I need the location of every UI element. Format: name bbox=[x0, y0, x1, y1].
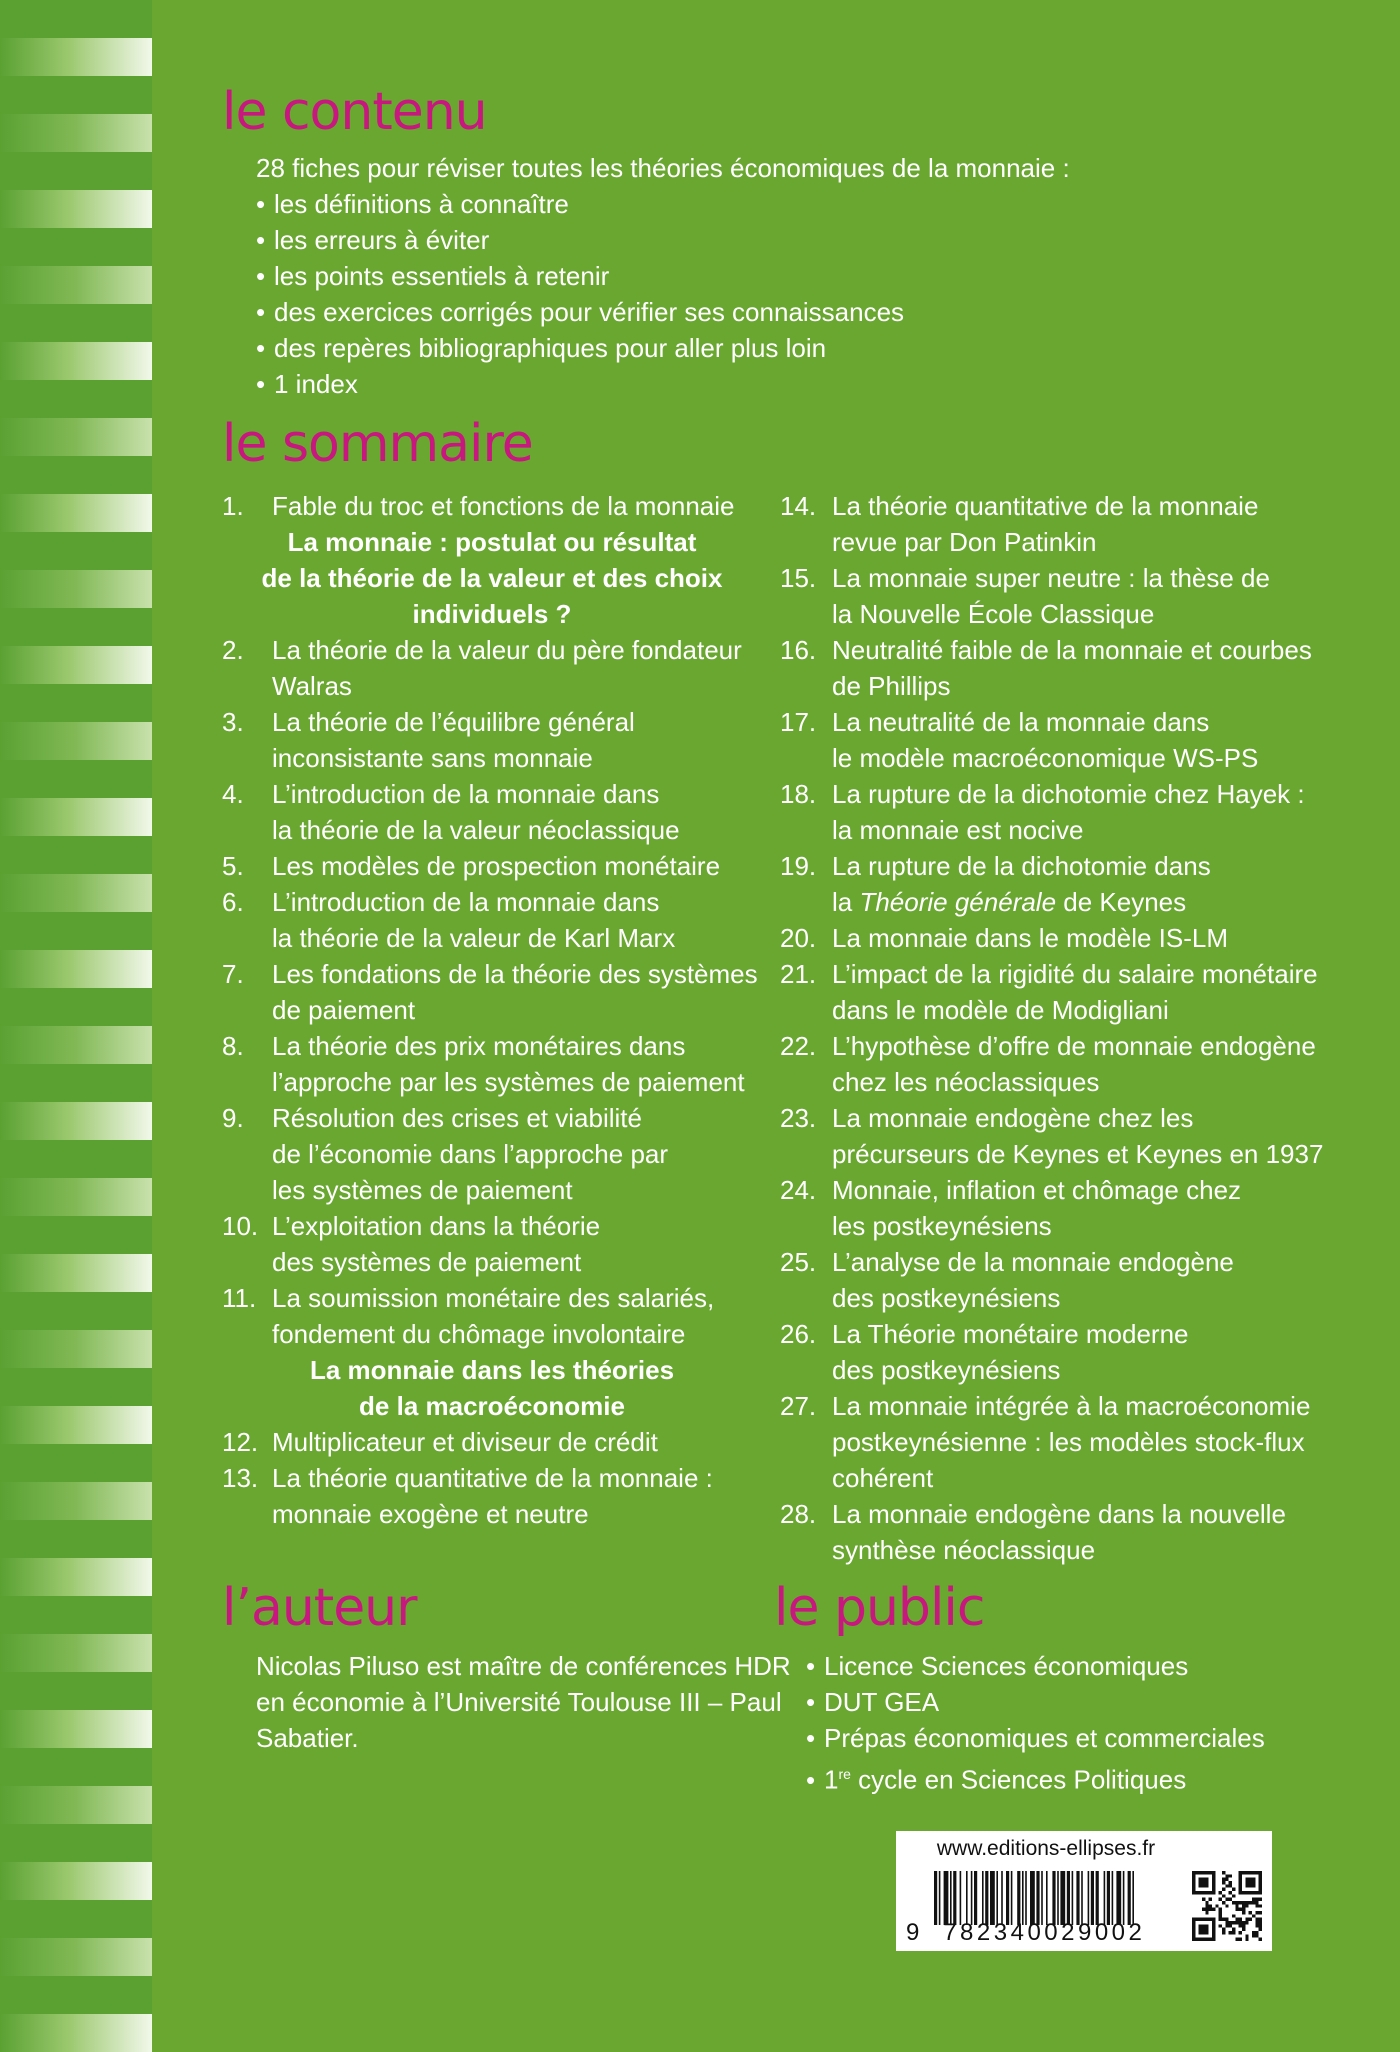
toc-item-line: Résolution des crises et viabilité bbox=[272, 1103, 642, 1133]
toc-item-line: de l’économie dans l’approche par bbox=[272, 1139, 669, 1169]
toc-item-line: L’exploitation dans la théorie bbox=[272, 1211, 601, 1241]
toc-item-line: La théorie de la valeur du père fondateur bbox=[272, 635, 742, 665]
toc-item: 25. L’analyse de la monnaie endogène des postkeynésiens bbox=[780, 1244, 1340, 1316]
public-item: • DUT GEA bbox=[806, 1687, 940, 1717]
stripe-band bbox=[0, 1558, 152, 1596]
public-item: • Licence Sciences économiques bbox=[806, 1651, 1189, 1681]
toc-item-line: la théorie de la valeur de Karl Marx bbox=[272, 923, 676, 953]
auteur-text bbox=[256, 1648, 791, 1756]
stripe-band bbox=[0, 722, 152, 760]
toc-left bbox=[222, 488, 762, 1532]
toc-item-line: La monnaie endogène dans la nouvelle bbox=[832, 1499, 1286, 1529]
stripe-band bbox=[0, 570, 152, 608]
toc-item: 14. La théorie quantitative de la monnaie revue par Don Patinkin bbox=[780, 488, 1340, 560]
toc-item: 8. La théorie des prix monétaires dans l’approche par les systèmes de paiement bbox=[222, 1028, 762, 1100]
toc-item: 15. La monnaie super neutre : la thèse de la Nouvelle École Classique bbox=[780, 560, 1340, 632]
toc-item-line: La théorie quantitative de la monnaie bbox=[832, 491, 1259, 521]
stripe-band bbox=[0, 798, 152, 836]
stripe-band bbox=[0, 1026, 152, 1064]
toc-item: 17. La neutralité de la monnaie dans le modèle macroéconomique WS-PS bbox=[780, 704, 1340, 776]
toc-item-line: La neutralité de la monnaie dans bbox=[832, 707, 1210, 737]
toc-item-line: La monnaie intégrée à la macroéconomie bbox=[832, 1391, 1311, 1421]
toc-item-line: Fable du troc et fonctions de la monnaie bbox=[272, 491, 735, 521]
toc-item-line: monnaie exogène et neutre bbox=[272, 1499, 589, 1529]
heading-auteur: l’auteur bbox=[222, 1578, 417, 1638]
toc-item-line: La théorie des prix monétaires dans bbox=[272, 1031, 686, 1061]
toc-item-line: de paiement bbox=[272, 995, 416, 1025]
toc-section-title: La monnaie dans les théories de la macroéconomie bbox=[309, 1355, 675, 1421]
contenu-item: • les erreurs à éviter bbox=[256, 225, 490, 255]
contenu-item: • les points essentiels à retenir bbox=[256, 261, 610, 291]
qr-code-icon bbox=[1192, 1871, 1262, 1941]
stripe-band bbox=[0, 1634, 152, 1672]
toc-item-line: La monnaie endogène chez les bbox=[832, 1103, 1194, 1133]
toc-item-line: Les modèles de prospection monétaire bbox=[272, 851, 721, 881]
toc-item: 18. La rupture de la dichotomie chez Hayek : la monnaie est nocive bbox=[780, 776, 1340, 848]
toc-item-line: la Théorie générale de Keynes bbox=[832, 887, 1187, 917]
stripe-band bbox=[0, 1710, 152, 1748]
toc-item-line: L’introduction de la monnaie dans bbox=[272, 887, 660, 917]
stripe-band bbox=[0, 1330, 152, 1368]
public-list bbox=[806, 1648, 1265, 1798]
stripe-band bbox=[0, 1862, 152, 1900]
stripe-band bbox=[0, 2014, 152, 2052]
barcode-icon bbox=[934, 1871, 1180, 1925]
auteur-line: en économie à l’Université Toulouse III – Paul bbox=[256, 1687, 782, 1717]
toc-item: 2. La théorie de la valeur du père fondateur Walras bbox=[222, 632, 762, 704]
isbn-digits: 9 782340029002 bbox=[906, 1919, 1146, 1946]
contenu-item: • les définitions à connaître bbox=[256, 189, 569, 219]
toc-item-line: dans le modèle de Modigliani bbox=[832, 995, 1169, 1025]
stripe-band bbox=[0, 1102, 152, 1140]
toc-item-line: Monnaie, inflation et chômage chez bbox=[832, 1175, 1242, 1205]
stripe-band bbox=[0, 950, 152, 988]
heading-public: le public bbox=[774, 1578, 985, 1638]
toc-item-line: les systèmes de paiement bbox=[272, 1175, 573, 1205]
toc-item-line: Neutralité faible de la monnaie et courbes bbox=[832, 635, 1312, 665]
toc-item: 13. La théorie quantitative de la monnaie : monnaie exogène et neutre bbox=[222, 1460, 762, 1532]
toc-item-line: Les fondations de la théorie des systèmes bbox=[272, 959, 758, 989]
toc-item: 24. Monnaie, inflation et chômage chez les postkeynésiens bbox=[780, 1172, 1340, 1244]
heading-contenu: le contenu bbox=[222, 82, 487, 142]
heading-sommaire: le sommaire bbox=[222, 414, 533, 474]
contenu-list bbox=[256, 186, 1070, 402]
toc-item-line: L’introduction de la monnaie dans bbox=[272, 779, 660, 809]
contenu-block bbox=[256, 150, 1070, 402]
toc-item-line: postkeynésienne : les modèles stock-flux bbox=[832, 1427, 1305, 1457]
toc-item-line: des postkeynésiens bbox=[832, 1355, 1061, 1385]
toc-item-line: L’hypothèse d’offre de monnaie endogène bbox=[832, 1031, 1316, 1061]
toc-item: 4. L’introduction de la monnaie dans la théorie de la valeur néoclassique bbox=[222, 776, 762, 848]
stripe-band bbox=[0, 266, 152, 304]
stripe-band bbox=[0, 190, 152, 228]
toc-item-line: La Théorie monétaire moderne bbox=[832, 1319, 1189, 1349]
toc-item: 12. Multiplicateur et diviseur de crédit bbox=[222, 1424, 762, 1460]
toc-item-line: La soumission monétaire des salariés, bbox=[272, 1283, 715, 1313]
toc-item-line: précurseurs de Keynes et Keynes en 1937 bbox=[832, 1139, 1324, 1169]
public-item: • Prépas économiques et commerciales bbox=[806, 1723, 1265, 1753]
stripe-band bbox=[0, 1482, 152, 1520]
toc-item: 5. Les modèles de prospection monétaire bbox=[222, 848, 762, 884]
toc-item-line: Walras bbox=[272, 671, 352, 701]
toc-item-line: La théorie quantitative de la monnaie : bbox=[272, 1463, 713, 1493]
toc-item-line: L’impact de la rigidité du salaire monétaire bbox=[832, 959, 1318, 989]
stripe-band bbox=[0, 1254, 152, 1292]
toc-item-line: la Nouvelle École Classique bbox=[832, 599, 1155, 629]
publisher-url[interactable]: www.editions-ellipses.fr bbox=[936, 1837, 1156, 1860]
toc-item: 22. L’hypothèse d’offre de monnaie endogène chez les néoclassiques bbox=[780, 1028, 1340, 1100]
toc-item: 16. Neutralité faible de la monnaie et courbes de Phillips bbox=[780, 632, 1340, 704]
toc-item-line: synthèse néoclassique bbox=[832, 1535, 1096, 1565]
toc-item: 20. La monnaie dans le modèle IS-LM bbox=[780, 920, 1340, 956]
toc-item: 9. Résolution des crises et viabilité de l’économie dans l’approche par les systèmes de paiement bbox=[222, 1100, 762, 1208]
stripe-band bbox=[0, 342, 152, 380]
contenu-item: • des repères bibliographiques pour aller plus loin bbox=[256, 333, 827, 363]
toc-item: 21. L’impact de la rigidité du salaire monétaire dans le modèle de Modigliani bbox=[780, 956, 1340, 1028]
decorative-stripes bbox=[0, 0, 152, 2036]
toc-item-line: cohérent bbox=[832, 1463, 934, 1493]
auteur-line: Nicolas Piluso est maître de conférences HDR bbox=[256, 1651, 791, 1681]
toc-item-line: inconsistante sans monnaie bbox=[272, 743, 593, 773]
toc-item: 27. La monnaie intégrée à la macroéconomie postkeynésienne : les modèles stock-flux cohérent bbox=[780, 1388, 1340, 1496]
toc-item: 1. Fable du troc et fonctions de la monnaie bbox=[222, 488, 762, 524]
toc-item-line: La rupture de la dichotomie chez Hayek : bbox=[832, 779, 1305, 809]
toc-item-line: les postkeynésiens bbox=[832, 1211, 1052, 1241]
toc-item: 6. L’introduction de la monnaie dans la théorie de la valeur de Karl Marx bbox=[222, 884, 762, 956]
toc-item: 7. Les fondations de la théorie des systèmes de paiement bbox=[222, 956, 762, 1028]
contenu-item: • des exercices corrigés pour vérifier ses connaissances bbox=[256, 297, 905, 327]
public-item: • 1re cycle en Sciences Politiques bbox=[806, 1764, 1187, 1795]
stripe-band bbox=[0, 38, 152, 76]
stripe-band bbox=[0, 494, 152, 532]
stripe-band bbox=[0, 114, 152, 152]
toc-item-line: le modèle macroéconomique WS-PS bbox=[832, 743, 1259, 773]
toc-item: 19. La rupture de la dichotomie dans la Théorie générale de Keynes bbox=[780, 848, 1340, 920]
toc-item-line: de Phillips bbox=[832, 671, 951, 701]
toc-item: 23. La monnaie endogène chez les précurseurs de Keynes et Keynes en 1937 bbox=[780, 1100, 1340, 1172]
toc-item: 28. La monnaie endogène dans la nouvelle synthèse néoclassique bbox=[780, 1496, 1340, 1568]
toc-item-line: des systèmes de paiement bbox=[272, 1247, 582, 1277]
stripe-band bbox=[0, 874, 152, 912]
toc-item-line: La théorie de l’équilibre général bbox=[272, 707, 635, 737]
stripe-band bbox=[0, 1178, 152, 1216]
toc-item-line: L’analyse de la monnaie endogène bbox=[832, 1247, 1234, 1277]
toc-item-line: Multiplicateur et diviseur de crédit bbox=[272, 1427, 658, 1457]
toc-item: 11. La soumission monétaire des salariés, fondement du chômage involontaire bbox=[222, 1280, 762, 1352]
toc-item-line: fondement du chômage involontaire bbox=[272, 1319, 686, 1349]
toc-right bbox=[780, 488, 1340, 1568]
barcode-box bbox=[896, 1831, 1272, 1951]
stripe-band bbox=[0, 646, 152, 684]
toc-item-line: l’approche par les systèmes de paiement bbox=[272, 1067, 745, 1097]
stripe-band bbox=[0, 1938, 152, 1976]
toc-item-line: La monnaie dans le modèle IS-LM bbox=[832, 923, 1229, 953]
toc-item-line: revue par Don Patinkin bbox=[832, 527, 1097, 557]
stripe-band bbox=[0, 1406, 152, 1444]
toc-item: 10. L’exploitation dans la théorie des systèmes de paiement bbox=[222, 1208, 762, 1280]
toc-item-line: la monnaie est nocive bbox=[832, 815, 1084, 845]
toc-item-line: La monnaie super neutre : la thèse de bbox=[832, 563, 1270, 593]
contenu-intro: 28 fiches pour réviser toutes les théories économiques de la monnaie : bbox=[256, 153, 1070, 183]
auteur-line: Sabatier. bbox=[256, 1723, 359, 1753]
contenu-item: • 1 index bbox=[256, 369, 358, 399]
stripe-band bbox=[0, 418, 152, 456]
stripe-band bbox=[0, 1786, 152, 1824]
toc-item-line: la théorie de la valeur néoclassique bbox=[272, 815, 680, 845]
toc-item: 3. La théorie de l’équilibre général inconsistante sans monnaie bbox=[222, 704, 762, 776]
toc-item-line: La rupture de la dichotomie dans bbox=[832, 851, 1211, 881]
toc-item: 26. La Théorie monétaire moderne des postkeynésiens bbox=[780, 1316, 1340, 1388]
toc-item-line: chez les néoclassiques bbox=[832, 1067, 1100, 1097]
toc-section-title: La monnaie : postulat ou résultat de la théorie de la valeur et des choix individuels ? bbox=[261, 527, 723, 629]
toc-item-line: des postkeynésiens bbox=[832, 1283, 1061, 1313]
